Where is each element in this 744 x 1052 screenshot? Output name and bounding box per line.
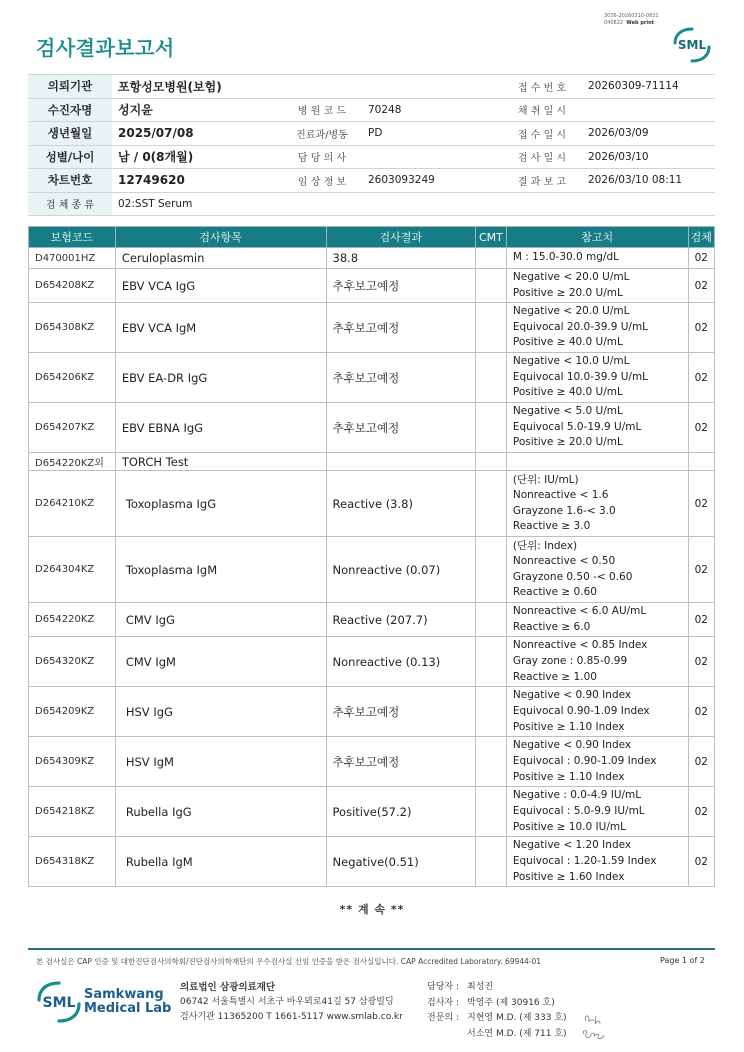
info-label: 생년월일 (28, 122, 112, 146)
test-item: EBV VCA IgM (115, 303, 326, 353)
reference-line: Negative < 5.0 U/mL (512, 405, 623, 418)
test-result: Reactive (207.7) (326, 603, 475, 637)
lab-brand-name: Samkwang Medical Lab (84, 987, 172, 1016)
info-label: 검 사 일 시 (502, 145, 582, 169)
certification-note: 본 검사실은 CAP 인증 및 대한진단검사의학회/진단검사의학재단의 우수검사실 신임 인증을 받은 검사실입니다. CAP Accredited Laboratory. 69944-01 (36, 957, 542, 966)
test-item: HSV IgM (115, 737, 326, 787)
collection-date (582, 98, 715, 122)
reference-line: M : 15.0-30.0 mg/dL (512, 251, 619, 264)
comment-cell (475, 787, 506, 837)
col-header-specimen: 검체 (688, 227, 714, 248)
reference-line: Gray zone : 0.85-0.99 (512, 655, 628, 668)
test-result: Reactive (3.8) (326, 471, 475, 537)
handwritten-signature (580, 1012, 608, 1042)
reference-line: Negative < 0.90 Index (512, 739, 632, 752)
results-table (28, 226, 715, 887)
specimen-code: 02 (688, 248, 714, 269)
comment-cell (475, 687, 506, 737)
insurance-code: D654320KZ (29, 637, 116, 687)
reference-line: Grayzone 1.6-< 3.0 (512, 504, 616, 517)
reference-range (506, 471, 688, 537)
col-header-code: 보험코드 (29, 227, 116, 248)
table-row (29, 453, 715, 471)
test-item: EBV VCA IgG (115, 269, 326, 303)
reference-range (506, 603, 688, 637)
results-body (29, 248, 715, 887)
comment-cell (475, 603, 506, 637)
comment-cell (475, 269, 506, 303)
insurance-code: D470001HZ (29, 248, 116, 269)
results-header-row (29, 227, 715, 248)
comment-cell (475, 737, 506, 787)
table-row (29, 687, 715, 737)
sml-logo (672, 26, 712, 64)
staff-row: 전문의 : 지현영 M.D. (제 333 호) (427, 1013, 567, 1023)
table-row (29, 837, 715, 887)
requesting-institution: 포항성모병원(보험) (112, 75, 502, 99)
specimen-code: 02 (688, 637, 714, 687)
specimen-code: 02 (688, 787, 714, 837)
insurance-code: D654206KZ (29, 353, 116, 403)
insurance-code: D654309KZ (29, 737, 116, 787)
reference-range (506, 787, 688, 837)
col-header-reference: 참고치 (506, 227, 688, 248)
test-item: Rubella IgG (115, 787, 326, 837)
comment-cell (475, 837, 506, 887)
comment-cell (475, 537, 506, 603)
test-result: 추후보고예정 (326, 403, 475, 453)
footer-divider (28, 948, 715, 950)
insurance-code: D654318KZ (29, 837, 116, 887)
reference-range (506, 453, 688, 471)
comment-cell (475, 303, 506, 353)
info-label: 임 상 정 보 (282, 169, 362, 193)
test-item: Rubella IgM (115, 837, 326, 887)
insurance-code: D654308KZ (29, 303, 116, 353)
info-label: 접 수 일 시 (502, 122, 582, 146)
sml-logo-footer (36, 980, 82, 1024)
table-row (29, 603, 715, 637)
staff-row: 서소연 M.D. (제 711 호) (467, 1028, 567, 1039)
table-row (29, 248, 715, 269)
reference-line: Negative < 1.20 Index (512, 839, 632, 852)
page-number: Page 1 of 2 (660, 956, 705, 965)
test-result: Positive(57.2) (326, 787, 475, 837)
staff-list (427, 980, 567, 1042)
table-row (29, 637, 715, 687)
comment-cell (475, 471, 506, 537)
reference-range (506, 353, 688, 403)
reference-line: Positive ≥ 40.0 U/mL (512, 386, 623, 399)
reference-line: Positive ≥ 40.0 U/mL (512, 336, 623, 349)
result-report-date: 2026/03/10 08:11 (582, 169, 715, 193)
reception-date: 2026/03/09 (582, 122, 715, 146)
specimen-code: 02 (688, 603, 714, 637)
reference-line: Equivocal : 0.90-1.09 Index (512, 755, 657, 768)
insurance-code: D654220KZ외 (29, 453, 116, 471)
col-header-item: 검사항목 (115, 227, 326, 248)
test-item: Ceruloplasmin (115, 248, 326, 269)
table-row (29, 471, 715, 537)
specimen-code: 02 (688, 403, 714, 453)
reference-range (506, 537, 688, 603)
insurance-code: D654218KZ (29, 787, 116, 837)
continued-note: ** 계 속 ** (339, 903, 405, 916)
staff-row: 검사자 : 박영주 (제 30916 호) (427, 997, 555, 1008)
comment-cell (475, 403, 506, 453)
table-row (29, 303, 715, 353)
reference-line: Positive ≥ 1.10 Index (512, 770, 625, 783)
specimen-code: 02 (688, 837, 714, 887)
info-label: 의뢰기관 (28, 75, 112, 99)
sex-age: 남 / 0(8개월) (112, 145, 282, 169)
test-result: Nonreactive (0.07) (326, 537, 475, 603)
insurance-code: D654207KZ (29, 403, 116, 453)
reference-range (506, 248, 688, 269)
comment-cell (475, 248, 506, 269)
insurance-code: D654220KZ (29, 603, 116, 637)
col-header-result: 검사결과 (326, 227, 475, 248)
reference-line: Nonreactive < 6.0 AU/mL (512, 605, 647, 618)
reference-line: Positive ≥ 20.0 U/mL (512, 436, 623, 449)
test-result: 추후보고예정 (326, 737, 475, 787)
reference-line: Negative < 20.0 U/mL (512, 305, 630, 318)
reference-range (506, 687, 688, 737)
table-row (29, 353, 715, 403)
logo-text: SML (677, 38, 707, 52)
specimen-code (688, 453, 714, 471)
reference-range (506, 269, 688, 303)
info-label: 차트번호 (28, 169, 112, 193)
test-item: EBV EA-DR IgG (115, 353, 326, 403)
reference-line: Negative : 0.0-4.9 IU/mL (512, 789, 642, 802)
table-row (29, 537, 715, 603)
staff-row: 담당자 : 최성진 (427, 982, 494, 992)
reference-range (506, 837, 688, 887)
document-code: 3036-20260310-0831 040822 Web print (604, 13, 659, 26)
info-label: 성별/나이 (28, 145, 112, 169)
reference-line: Positive ≥ 10.0 IU/mL (512, 820, 626, 833)
reference-line: Equivocal : 5.0-9.9 IU/mL (512, 805, 645, 818)
test-result: 추후보고예정 (326, 353, 475, 403)
chart-number: 12749620 (112, 169, 282, 193)
organization-info (180, 980, 403, 1025)
reference-line: Reactive ≥ 1.00 (512, 670, 597, 683)
test-item: CMV IgM (115, 637, 326, 687)
reference-line: Grayzone 0.50 -< 0.60 (512, 570, 633, 583)
test-item: Toxoplasma IgM (115, 537, 326, 603)
reference-range (506, 303, 688, 353)
specimen-code: 02 (688, 537, 714, 603)
reference-line: Negative < 0.90 Index (512, 689, 632, 702)
reference-line: Nonreactive < 0.85 Index (512, 639, 648, 652)
reference-range (506, 637, 688, 687)
table-row (29, 403, 715, 453)
col-header-cmt: CMT (475, 227, 506, 248)
table-row (29, 269, 715, 303)
specimen-code: 02 (688, 737, 714, 787)
org-contact: 검사기관 11365200 T 1661-5117 www.smlab.co.kr (180, 1012, 403, 1022)
insurance-code: D264304KZ (29, 537, 116, 603)
info-label: 담 당 의 사 (282, 145, 362, 169)
test-item: Toxoplasma IgG (115, 471, 326, 537)
reference-line: Positive ≥ 1.60 Index (512, 870, 625, 883)
table-row (29, 787, 715, 837)
reference-line: Negative < 20.0 U/mL (512, 271, 630, 283)
insurance-code: D264210KZ (29, 471, 116, 537)
test-item: TORCH Test (115, 453, 326, 471)
insurance-code: D654209KZ (29, 687, 116, 737)
reference-line: Nonreactive < 0.50 (512, 555, 616, 568)
reference-line: (단위: IU/mL) (512, 473, 579, 486)
specimen-code: 02 (688, 687, 714, 737)
info-label: 접 수 번 호 (502, 75, 582, 99)
specimen-code: 02 (688, 269, 714, 303)
reference-line: Equivocal 0.90-1.09 Index (512, 705, 650, 718)
info-label: 결 과 보 고 (502, 169, 582, 193)
test-result: Nonreactive (0.13) (326, 637, 475, 687)
department: PD (362, 122, 502, 146)
test-result: 추후보고예정 (326, 303, 475, 353)
reference-line: Equivocal 5.0-19.9 U/mL (512, 420, 642, 433)
test-item: HSV IgG (115, 687, 326, 737)
comment-cell (475, 637, 506, 687)
test-result: 추후보고예정 (326, 269, 475, 303)
reference-line: Negative < 10.0 U/mL (512, 355, 630, 368)
reference-range (506, 737, 688, 787)
reference-line: Positive ≥ 1.10 Index (512, 720, 625, 733)
info-label: 수진자명 (28, 98, 112, 122)
reference-line: Equivocal 10.0-39.9 U/mL (512, 370, 649, 383)
org-name: 의료법인 삼광의료재단 (180, 982, 276, 993)
info-label: 진료과/병동 (282, 122, 362, 146)
comment-cell (475, 353, 506, 403)
info-label: 검 체 종 류 (28, 192, 112, 216)
reference-range (506, 403, 688, 453)
reference-line: Nonreactive < 1.6 (512, 489, 609, 502)
logo-text: SML (42, 995, 76, 1011)
info-label: 채 취 일 시 (502, 98, 582, 122)
hospital-code: 70248 (362, 98, 502, 122)
specimen-type: 02:SST Serum (112, 192, 715, 216)
test-result: Negative(0.51) (326, 837, 475, 887)
reference-line: (단위: Index) (512, 539, 578, 552)
reference-line: Equivocal 20.0-39.9 U/mL (512, 320, 649, 333)
attending-doctor (362, 145, 502, 169)
table-row (29, 737, 715, 787)
test-result: 추후보고예정 (326, 687, 475, 737)
specimen-code: 02 (688, 303, 714, 353)
reception-number: 20260309-71114 (582, 75, 715, 99)
test-result: 38.8 (326, 248, 475, 269)
info-label: 병 원 코 드 (282, 98, 362, 122)
test-item: EBV EBNA IgG (115, 403, 326, 453)
patient-info-table (28, 74, 715, 216)
insurance-code: D654208KZ (29, 269, 116, 303)
birth-date: 2025/07/08 (112, 122, 282, 146)
patient-name: 성지윤 (112, 98, 282, 122)
reference-line: Reactive ≥ 6.0 (512, 620, 591, 633)
specimen-code: 02 (688, 471, 714, 537)
org-address: 06742 서울특별시 서초구 바우뫼로41길 57 삼광빌딩 (180, 997, 394, 1007)
page-title: 검사결과보고서 (36, 36, 175, 60)
specimen-code: 02 (688, 353, 714, 403)
test-date: 2026/03/10 (582, 145, 715, 169)
reference-line: Reactive ≥ 3.0 (512, 520, 591, 533)
reference-line: Positive ≥ 20.0 U/mL (512, 286, 623, 299)
comment-cell (475, 453, 506, 471)
clinical-info: 2603093249 (362, 169, 502, 193)
test-item: CMV IgG (115, 603, 326, 637)
test-result (326, 453, 475, 471)
reference-line: Reactive ≥ 0.60 (512, 586, 597, 599)
reference-line: Equivocal : 1.20-1.59 Index (512, 855, 657, 868)
